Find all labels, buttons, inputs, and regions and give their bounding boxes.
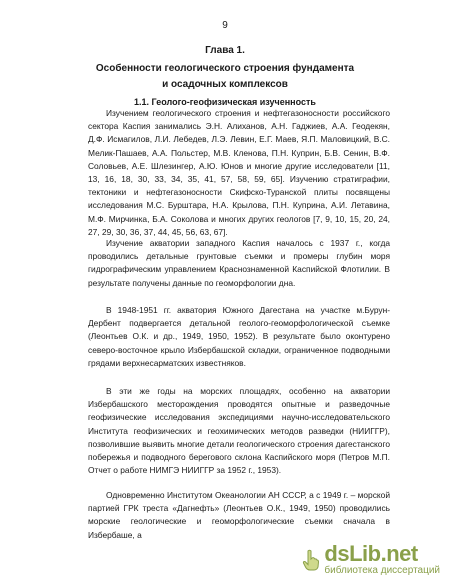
paragraph: Одновременно Институтом Океанологии АН СССР, а с 1949 г. – морской партией ГРК треста «Дагнефть» (Леонтьев О.К., 1949, 1950) проводились морские геологические и геоморфологические съемки сначала в Избербаше, а — [88, 490, 390, 540]
section-heading: 1.1. Геолого-геофизическая изученность — [134, 97, 316, 107]
paragraph: Изучение акватории западного Каспия началось с 1937 г., когда проводились детальные грунтовые съемки и промеры глубин моря гидрографическим управлением Краснознаменной Каспийской Флотилии. В результате получены данные по геоморфологии дна. — [88, 238, 390, 288]
dslib-watermark[interactable] — [302, 543, 440, 576]
paragraph: Изучением геологического строения и нефтегазоносности российского сектора Каспия занимались Э.Н. Алиханов, А.Н. Гаджиев, А.А. Геодекян, Д.Ф. Исмагилов, Л.И. Лебедев, Л.Э. Левин, Е.Г. Маев, Я.П. Маловицкий, В.С. Мелик-Пашаев, А.А. Польстер, М.В. Кленова, П.Н. Куприн, Б.В. Сенин, В.Ф. Соловьев, А.Е. Шлезингер, А.Ю. Юнов и многие другие исследователи [11, 13, 16, 18, 30, 33, 34, 35, 41, 57, 58, 59, 65]. Изучению стратиграфии, тектоники и нефтегазоносности Скифско-Туранской плиты посвящены исследования М.С. Бурштара, Н.А. Крылова, П.Н. Куприна, А.И. Летавина, М.Ф. Мирчинка, Б.А. Соколова и многих других геологов [7, 9, 10, 15, 20, 24, 27, 29, 30, 36, 37, 44, 45, 56, 63, 67]. — [88, 108, 390, 237]
chapter-title-line-1: Особенности геологического строения фундамента — [95, 63, 355, 74]
chapter-title-line-2: и осадочных комплексов — [162, 79, 288, 90]
hand-pointer-icon — [302, 549, 320, 571]
page-number: 9 — [222, 20, 228, 31]
watermark-subtitle: библиотека диссертаций — [324, 565, 440, 576]
chapter-heading: Глава 1. — [205, 45, 245, 56]
paragraph: В эти же годы на морских площадях, особенно на акватории Избербашского месторождения проводятся опытные и разведочные геофизические исследования экспедициями научно-исследовательского Института геофизических и геохимических методов разведки (НИИГГР), позволившие выявить многие детали геологического строения дагестанского побережья и подводного берегового склона Каспийского моря (Петров М.П. Отчет о работе НИМГЭ НИИГГР за 1952 г., 1953). — [88, 386, 390, 476]
paragraph: В 1948-1951 гг. акватория Южного Дагестана на участке м.Бурун-Дербент подвергается детальной геолого-геоморфологической съемке (Леонтьев О.К. и др., 1949, 1950, 1952). В результате было оконтурено северо-восточное крыло Избербашской складки, ограниченное подводными грядами верхнесарматских известняков. — [88, 305, 390, 368]
watermark-logo: dsLib.net — [324, 541, 418, 566]
